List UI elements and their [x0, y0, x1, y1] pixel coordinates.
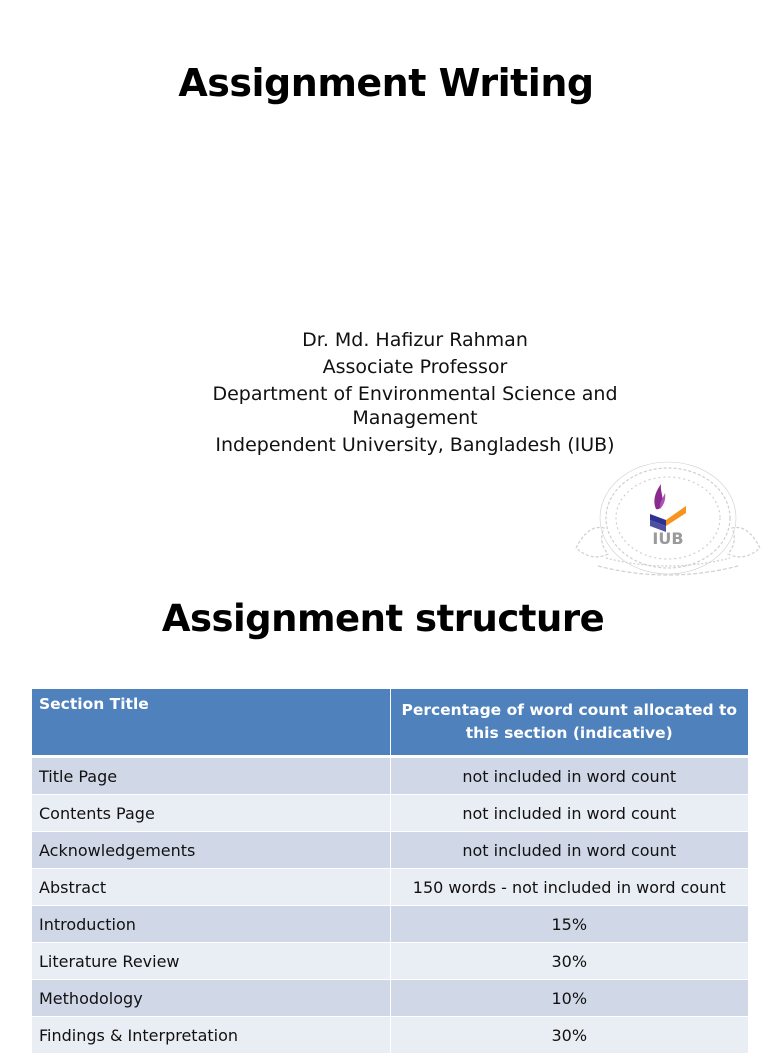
author-department-line: Department of Environmental Science and [190, 382, 640, 406]
section-cell: Abstract [32, 869, 390, 906]
table-row [32, 943, 748, 980]
author-name: Dr. Md. Hafizur Rahman [190, 328, 640, 352]
author-department [190, 382, 640, 430]
allocation-cell: 30% [390, 1017, 748, 1053]
allocation-cell: 15% [390, 906, 748, 943]
author-institution: Independent University, Bangladesh (IUB) [190, 433, 640, 457]
allocation-cell: 10% [390, 980, 748, 1017]
allocation-cell: not included in word count [390, 757, 748, 795]
author-position: Associate Professor [190, 355, 640, 379]
allocation-cell: not included in word count [390, 832, 748, 869]
logo-text: IUB [652, 529, 683, 548]
section-cell: Title Page [32, 757, 390, 795]
iub-seal-logo [568, 462, 768, 580]
table-header-row [32, 689, 748, 757]
section-cell: Introduction [32, 906, 390, 943]
author-department-line: Management [190, 406, 640, 430]
column-header-section: Section Title [32, 689, 390, 757]
table-row [32, 869, 748, 906]
section-cell: Acknowledgements [32, 832, 390, 869]
table-row [32, 906, 748, 943]
section-cell: Literature Review [32, 943, 390, 980]
column-header-percentage: Percentage of word count allocated to this section (indicative) [390, 689, 748, 757]
table-row [32, 757, 748, 795]
assignment-structure-table [32, 689, 748, 1053]
slide-title: Assignment structure [0, 594, 766, 644]
table-row [32, 795, 748, 832]
author-block [190, 328, 640, 457]
allocation-cell: 150 words - not included in word count [390, 869, 748, 906]
allocation-cell: not included in word count [390, 795, 748, 832]
table-row [32, 980, 748, 1017]
flame-icon [654, 484, 665, 509]
presentation-title: Assignment Writing [0, 58, 772, 108]
section-cell: Contents Page [32, 795, 390, 832]
section-cell: Findings & Interpretation [32, 1017, 390, 1053]
table-row [32, 832, 748, 869]
table-row [32, 1017, 748, 1053]
section-cell: Methodology [32, 980, 390, 1017]
content-slide [0, 578, 768, 1024]
allocation-cell: 30% [390, 943, 748, 980]
